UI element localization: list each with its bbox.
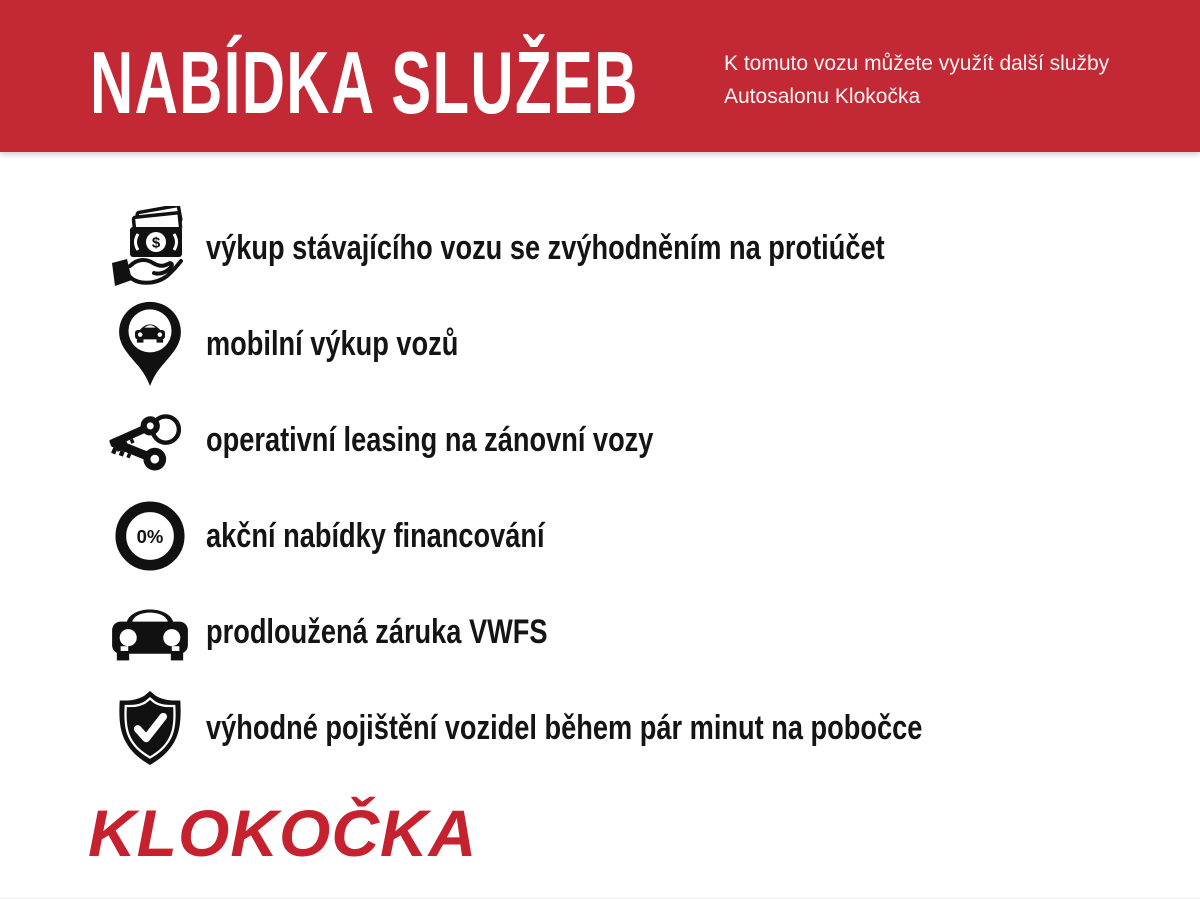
zero-percent-text: 0% xyxy=(136,525,164,547)
list-item xyxy=(0,392,1200,488)
list-item xyxy=(0,680,1200,776)
klokocka-logo: KLOKOČKA xyxy=(88,796,478,870)
header-subtitle-line1: K tomuto vozu můžete využít další služby xyxy=(724,52,1110,75)
car-front-icon xyxy=(108,596,192,668)
list-item xyxy=(0,584,1200,680)
list-item xyxy=(0,296,1200,392)
header-subtitle-line2: Autosalonu Klokočka xyxy=(724,84,921,108)
list-item xyxy=(0,488,1200,584)
service-label: mobilní výkup vozů xyxy=(206,324,459,363)
service-label: operativní leasing na zánovní vozy xyxy=(206,420,654,459)
car-location-pin-icon xyxy=(108,300,192,388)
service-label: výkup stávajícího vozu se zvýhodněním na protiúčet xyxy=(206,228,885,267)
list-item xyxy=(0,200,1200,296)
services-list xyxy=(0,200,1200,776)
zero-percent-icon xyxy=(108,500,192,572)
service-label: prodloužená záruka VWFS xyxy=(206,612,548,651)
header-banner xyxy=(0,0,1200,152)
service-label: výhodné pojištění vozidel během pár minut na pobočce xyxy=(206,708,923,747)
header-subtitle xyxy=(724,48,1109,113)
car-keys-icon xyxy=(108,399,192,481)
money-in-hand-icon xyxy=(108,206,192,290)
svg-text:$: $ xyxy=(151,234,161,252)
page-title: NABÍDKA SLUŽEB xyxy=(90,33,639,132)
service-label: akční nabídky financování xyxy=(206,516,545,555)
shield-check-icon xyxy=(108,689,192,767)
